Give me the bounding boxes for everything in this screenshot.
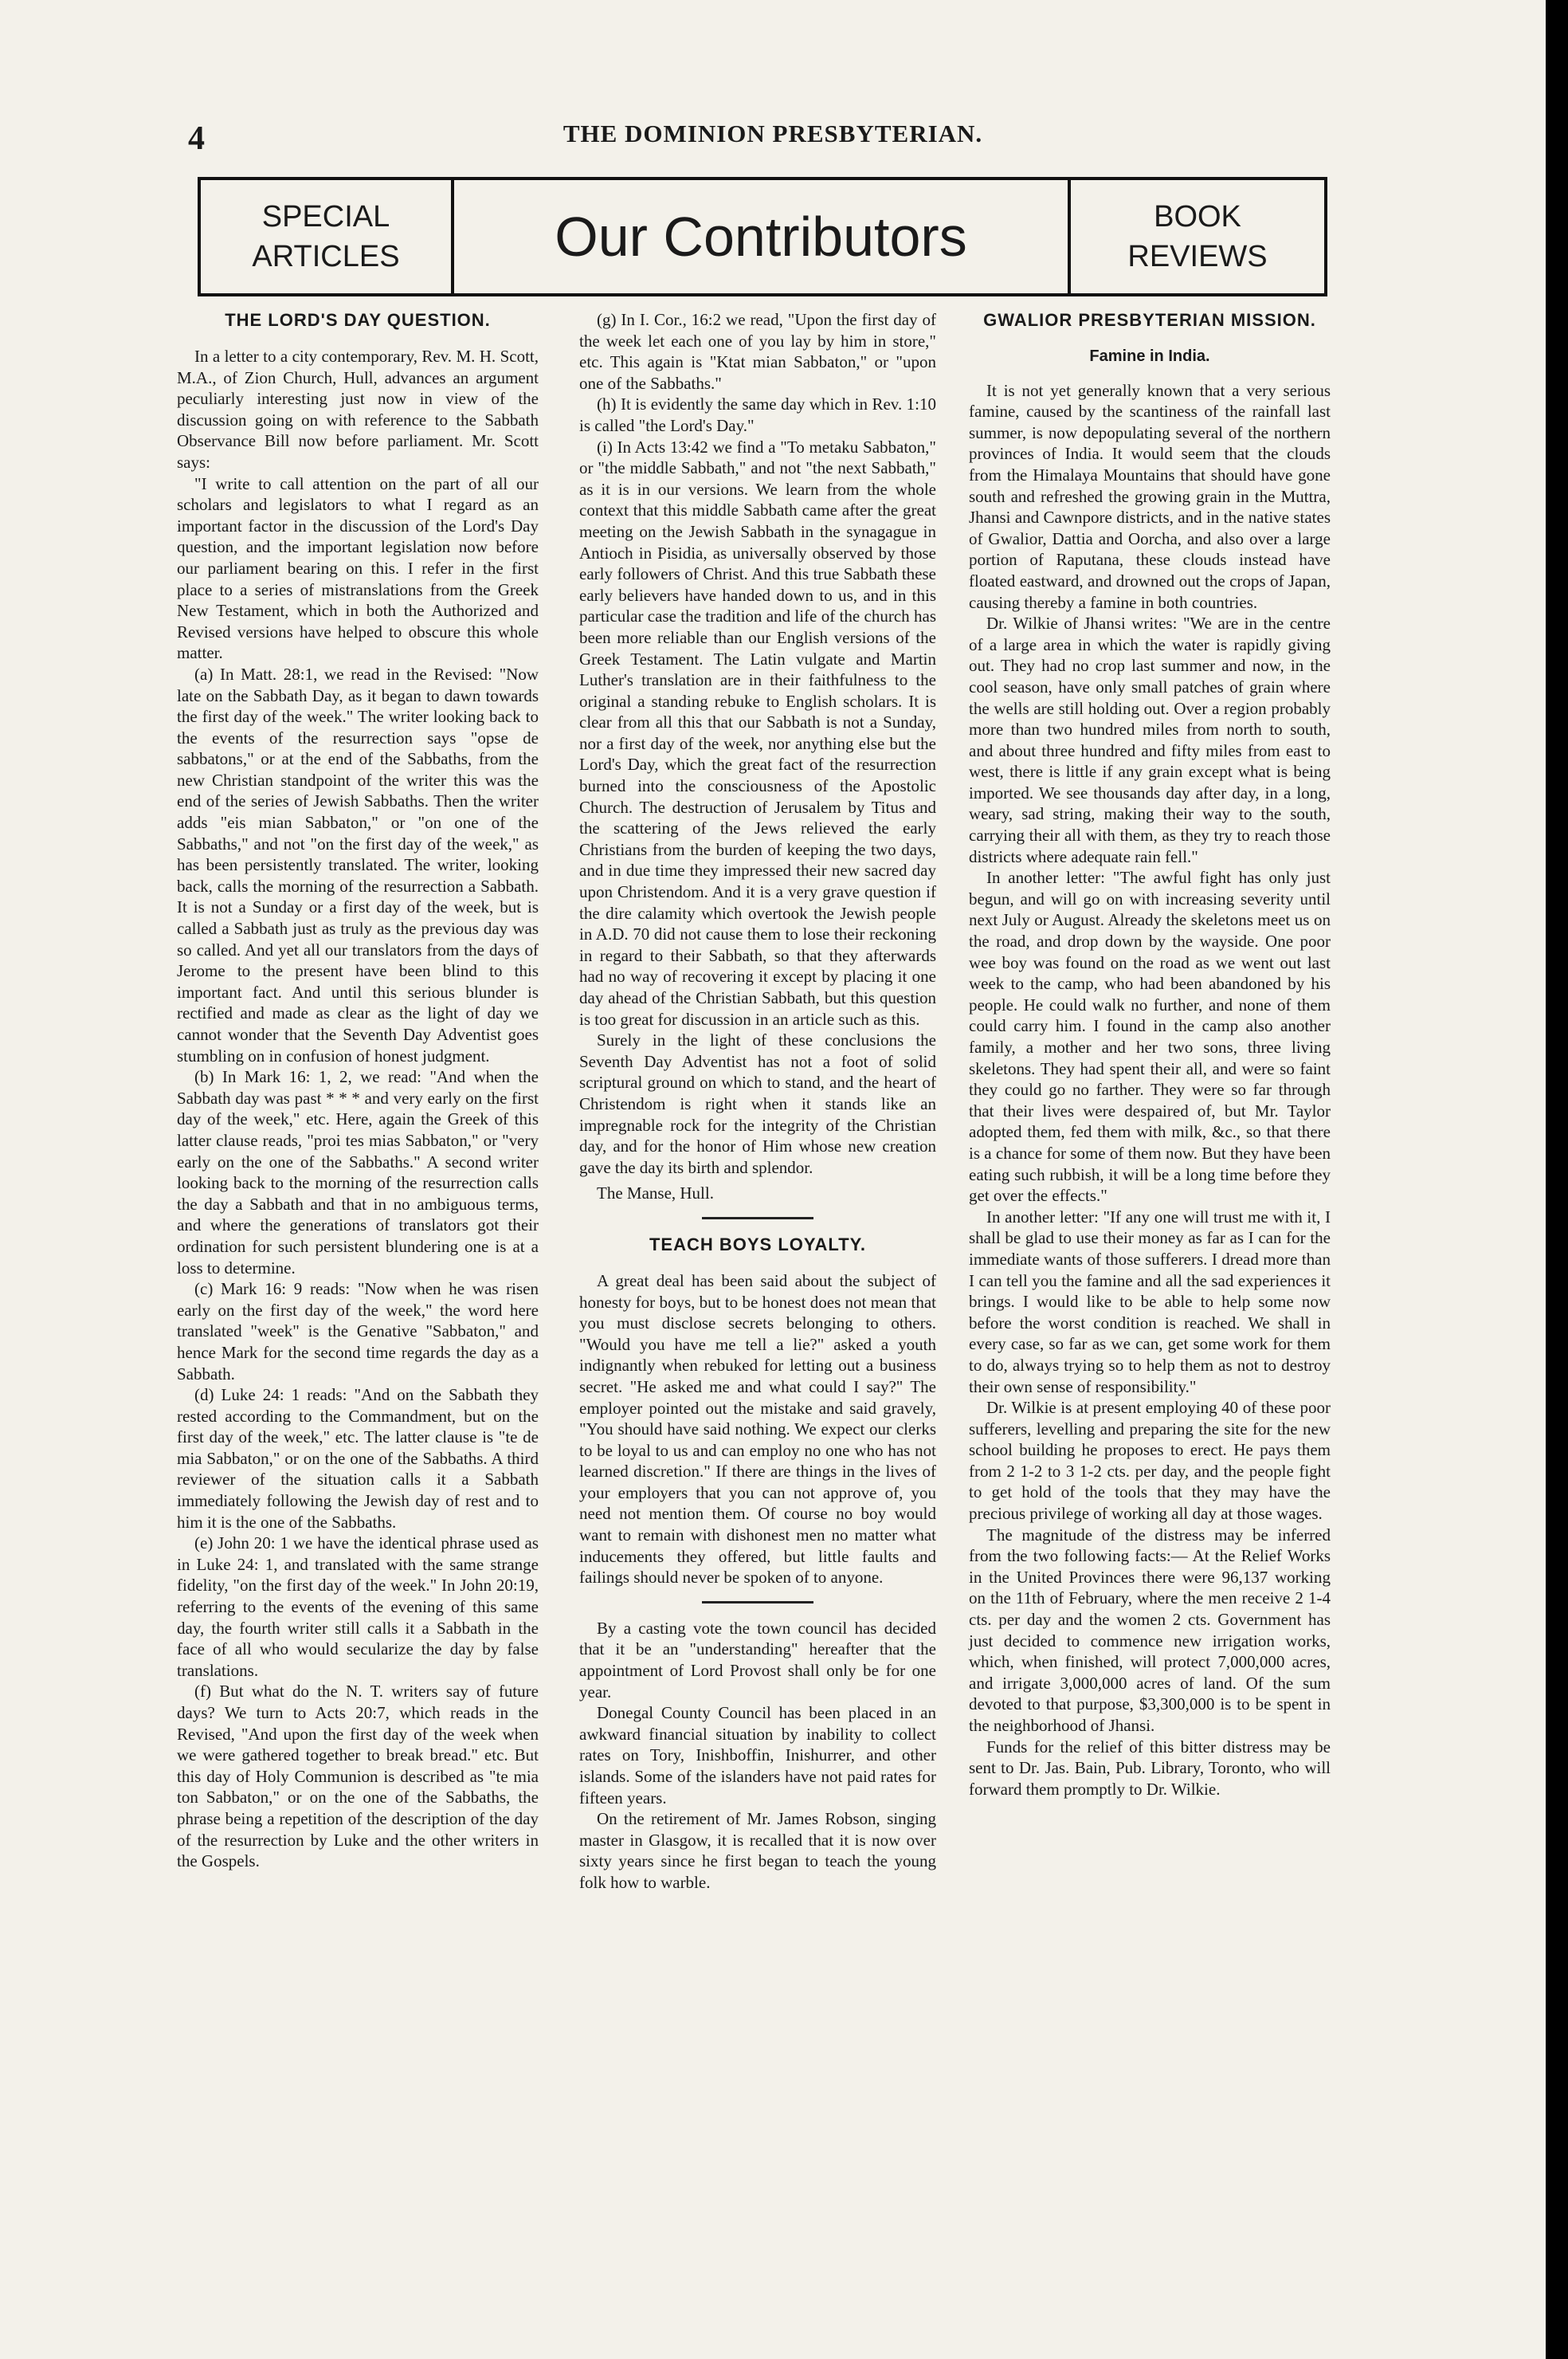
article-paragraph: The magnitude of the distress may be inferred from the two following facts:— At the Relief Works in the United Provinces there were 96,137 working on the 11th of February, where the men receive 2 1-4 cts. per day and the women 2 cts. Government has just decided to commence new irrigation works, which, when finished, will protect 7,000,000 acres, and irrigate 3,000,000 acres of land. Of the sum devoted to that purpose, $3,300,000 is to be spent in the neighborhood of Jhansi. [969,1525,1331,1735]
news-item: Donegal County Council has been placed in an awkward financial situation by inability to collect rates on Tory, Inishboffin, Inishurrer, and other islands. Some of the islanders have not paid rates for fifteen years. [579,1703,936,1808]
special-articles-box [201,180,454,293]
book-reviews-box [1068,180,1324,293]
section-divider [702,1217,813,1219]
article-signature: The Manse, Hull. [597,1183,714,1203]
article-paragraph: (e) John 20: 1 we have the identical phrase used as in Luke 24: 1, and translated with the same strange fidelity, "on the first day of the week." In John 20:19, referring to the events of the evening of this same day, the fourth writer still calls it a Sabbath in the face of all who would secularize the day by false translations. [177,1533,539,1680]
column-2 [579,309,936,1894]
article-paragraph: Dr. Wilkie of Jhansi writes: "We are in the centre of a large area in which the water is rapidly giving out. They had no crop last summer and now, in the cool season, have only small patches of grain where the wells are still holding out. Over a region probably more than two hundred miles from north to south, and about three hundred and fifty miles from east to west, there is little if any grain except what is being imported. We see thousands day after day, in a long, weary, sad string, making their way to the south, carrying their all with them, as they try to reach those districts where adequate rain fell." [969,614,1331,866]
article-title-teach-boys: TEACH BOYS LOYALTY. [649,1234,867,1254]
article-paragraph: (b) In Mark 16: 1, 2, we read: "And when the Sabbath day was past * * * and very early on the first day of the week," etc. Here, again the Greek of this latter clause reads, "proi tes mias Sabbaton," or "very early on the one of the Sabbaths." A second writer looking back to the morning of the resurrection calls the day a Sabbath and that in no ambiguous terms, and where the generations of translators got their ordination for such persistent blundering one is at a loss to determine. [177,1067,539,1278]
news-item: On the retirement of Mr. James Robson, singing master in Glasgow, it is recalled that it is now over sixty years since he first began to teach the young folk how to warble. [579,1809,936,1892]
article-paragraph: (a) In Matt. 28:1, we read in the Revised: "Now late on the Sabbath Day, as it began to dawn towards the first day of the week." The writer looking back to the events of the resurrection says "opse de sabbatons," or at the end of the Sabbaths, from the new Christian standpoint of the writer this was the end of the series of Jewish Sabbaths. Then the writer adds "eis mian Sabbaton," or "on one of the Sabbaths," and not "on the first day of the week," as has been persistently translated. The writer, looking back, calls the morning of the resurrection a Sabbath. It is not a Sunday or a first day of the week, but is called a Sabbath just as truly as the previous day was so called. And yet all our translators from the days of Jerome to the present have been blind to this important fact. And until this serious blunder is rectified and made as clear as the light of day we cannot wonder that the Seventh Day Adventist goes stumbling on in confusion of honest judgment. [177,664,539,1066]
special-articles-line-2: ARTICLES [252,240,400,273]
section-divider [702,1601,813,1603]
book-reviews-line-1: BOOK [1154,200,1241,234]
column-3 [969,309,1331,1800]
article-paragraph: (c) Mark 16: 9 reads: "Now when he was risen early on the first day of the week," the word here translated "week" is the Genative "Sabbaton," and hence Mark for the second time regards the day as a Sabbath. [177,1279,539,1384]
running-title: THE DOMINION PRESBYTERIAN. [563,120,983,147]
article-title-lords-day: THE LORD'S DAY QUESTION. [225,310,491,330]
article-paragraph: A great deal has been said about the subject of honesty for boys, but to be honest does not mean that you must disclose secrets belonging to others. "Would you have me tell a lie?" asked a youth indignantly when rebuked for letting out a business secret. "He asked me and what could I say?" The employer pointed out the mistake and said gravely, "You should have said nothing. We expect our clerks to be loyal to us and can employ no one who has not learned discretion." If there are things in the lives of your employers that you can not approve of, you need not mention them. Of course no boy would want to remain with dishonest men no matter what inducements they offered, but little faults and failings should never be spoken of to anyone. [579,1270,936,1588]
article-paragraph: Funds for the relief of this bitter distress may be sent to Dr. Jas. Bain, Pub. Library, Toronto, who will forward them promptly to Dr. Wilkie. [969,1737,1331,1799]
article-paragraph: In a letter to a city contemporary, Rev. M. H. Scott, M.A., of Zion Church, Hull, advances an argument peculiarly interesting just now in view of the discussion going on with reference to the Sabbath Observance Bill now before parliament. Mr. Scott says: [177,347,539,472]
article-paragraph: It is not yet generally known that a very serious famine, caused by the scantiness of the rainfall last summer, is now depopulating several of the northern provinces of India. It would seem that the clouds from the Himalaya Mountains that should have gone south and refreshed the growing grain in the Muttra, Jhansi and Cawnpore districts, and in the native states of Gwalior, Dattia and Oorcha, and also over a large portion of Raputana, these clouds instead have floated eastward, and drowned out the crops of Japan, causing thereby a famine in both countries. [969,380,1331,612]
column-1 [177,309,539,1872]
book-reviews-line-2: REVIEWS [1127,240,1268,273]
article-paragraph: In another letter: "If any one will trust me with it, I shall be glad to use their money as far as I can for the immediate wants of those sufferers. I dread more than I can tell you the famine and all the sad experiences it brings. I would like to be able to help some now before the worst condition is reached. We shall in every case, so far as we can, get some work for them to do, always trying so to help them as not to destroy their own sense of responsibility." [969,1207,1331,1396]
article-paragraph: Surely in the light of these conclusions the Seventh Day Adventist has not a foot of solid scriptural ground on which to stand, and the heart of Christendom is right when it stands like an impregnable rock for the integrity of the Christian day, and for the honor of Him whose new creation gave the day its birth and splendor. [579,1030,936,1177]
article-paragraph: (g) In I. Cor., 16:2 we read, "Upon the first day of the week let each one of you lay by him in store," etc. This again is "Ktat mian Sabbaton," or "upon one of the Sabbaths." [579,310,936,393]
article-paragraph: (i) In Acts 13:42 we find a "To metaku Sabbaton," or "the middle Sabbath," and not "the next Sabbath," as it is in our versions. We learn from the whole context that this middle Sabbath came after the great meeting on the Jewish Sabbath in the synagague in Antioch in Pisidia, as universally observed by those early followers of Christ. And this true Sabbath these early believers have handed down to us, and in this particular case the tradition and life of the church has been more reliable than our English versions of the Greek Testament. The Latin vulgate and Martin Luther's translation are in their faithfulness to the original a standing rebuke to English scholars. It is clear from all this that our Sabbath is not a Sunday, nor a first day of the week, nor anything else but the Lord's Day, which the great fact of the resurrection burned into the consciousness of the Apostolic Church. The destruction of Jerusalem by Titus and the scattering of the Jews relieved the early Christians from the burden of keeping the two days, and in due time they impressed their new sacred day upon Christendom. And it is a very grave question if the dire calamity which overtook the Jewish people in A.D. 70 did not cause them to lose their reckoning in regard to their Sabbath, so that they afterwards had no way of recovering it except by placing it one day ahead of the Christian Sabbath, but this question is too great for discussion in an article such as this. [579,437,936,1029]
article-paragraph: In another letter: "The awful fight has only just begun, and will go on with increasing severity until next July or August. Already the skeletons meet us on the road, and drop down by the wayside. One poor wee boy was found on the road as we went out last week to the camp, who had been abandoned by his people. He could walk no further, and none of them could carry him. I found in the camp also another family, a mother and her two sons, three living skeletons. They had spent their all, and were so faint they could go no farther. They were so far through that their lives were despaired of, but Mr. Taylor adopted them, fed them with milk, &c., so that there is a chance for some of them now. But they have been eating such rubbish, it will be a long time before they get over the effects." [969,868,1331,1206]
article-paragraph: "I write to call attention on the part of all our scholars and legislators to what I regard as an important factor in the discussion of the Lord's Day question, and the important legislation now before our parliament bearing on this. I refer in the first place to a series of mistranslations from the Greek New Testament, which in both the Authorized and Revised versions have helped to obscure this whole matter. [177,473,539,663]
masthead-banner [198,177,1327,296]
news-item: By a casting vote the town council has decided that it be an "understanding" hereafter that the appointment of Lord Provost shall only be for one year. [579,1618,936,1702]
article-paragraph: (h) It is evidently the same day which in Rev. 1:10 is called "the Lord's Day." [579,394,936,435]
article-paragraph: Dr. Wilkie is at present employing 40 of these poor sufferers, levelling and preparing the site for the new school building he proposes to erect. He pays them from 2 1-2 to 3 1-2 cts. per day, and the people fight to get hold of the tools that they may have the precious privilege of working all day at those wages. [969,1398,1331,1524]
article-title-gwalior: GWALIOR PRESBYTERIAN MISSION. [983,310,1316,330]
article-subtitle-famine: Famine in India. [1089,347,1210,365]
article-paragraph: (d) Luke 24: 1 reads: "And on the Sabbath they rested according to the Commandment, but on the first day of the week," etc. The latter clause is "te de mia Sabbaton," or on the one of the Sabbaths. A third reviewer of the situation calls it a Sabbath immediately following the Jewish day of rest and to him it is the one of the Sabbaths. [177,1385,539,1532]
special-articles-line-1: SPECIAL [261,200,390,234]
section-title: Our Contributors [555,206,967,268]
article-paragraph: (f) But what do the N. T. writers say of future days? We turn to Acts 20:7, which reads in the Revised, "And upon the first day of the week when we were gathered together to break bread." etc. But this day of Holy Communion is described as "te mia ton Sabbaton," or on the one of the Sabbaths, the phrase being a repetition of the description of the day of the resurrection by Luke and the other writers in the Gospels. [177,1682,539,1871]
page-number: 4 [188,120,205,157]
